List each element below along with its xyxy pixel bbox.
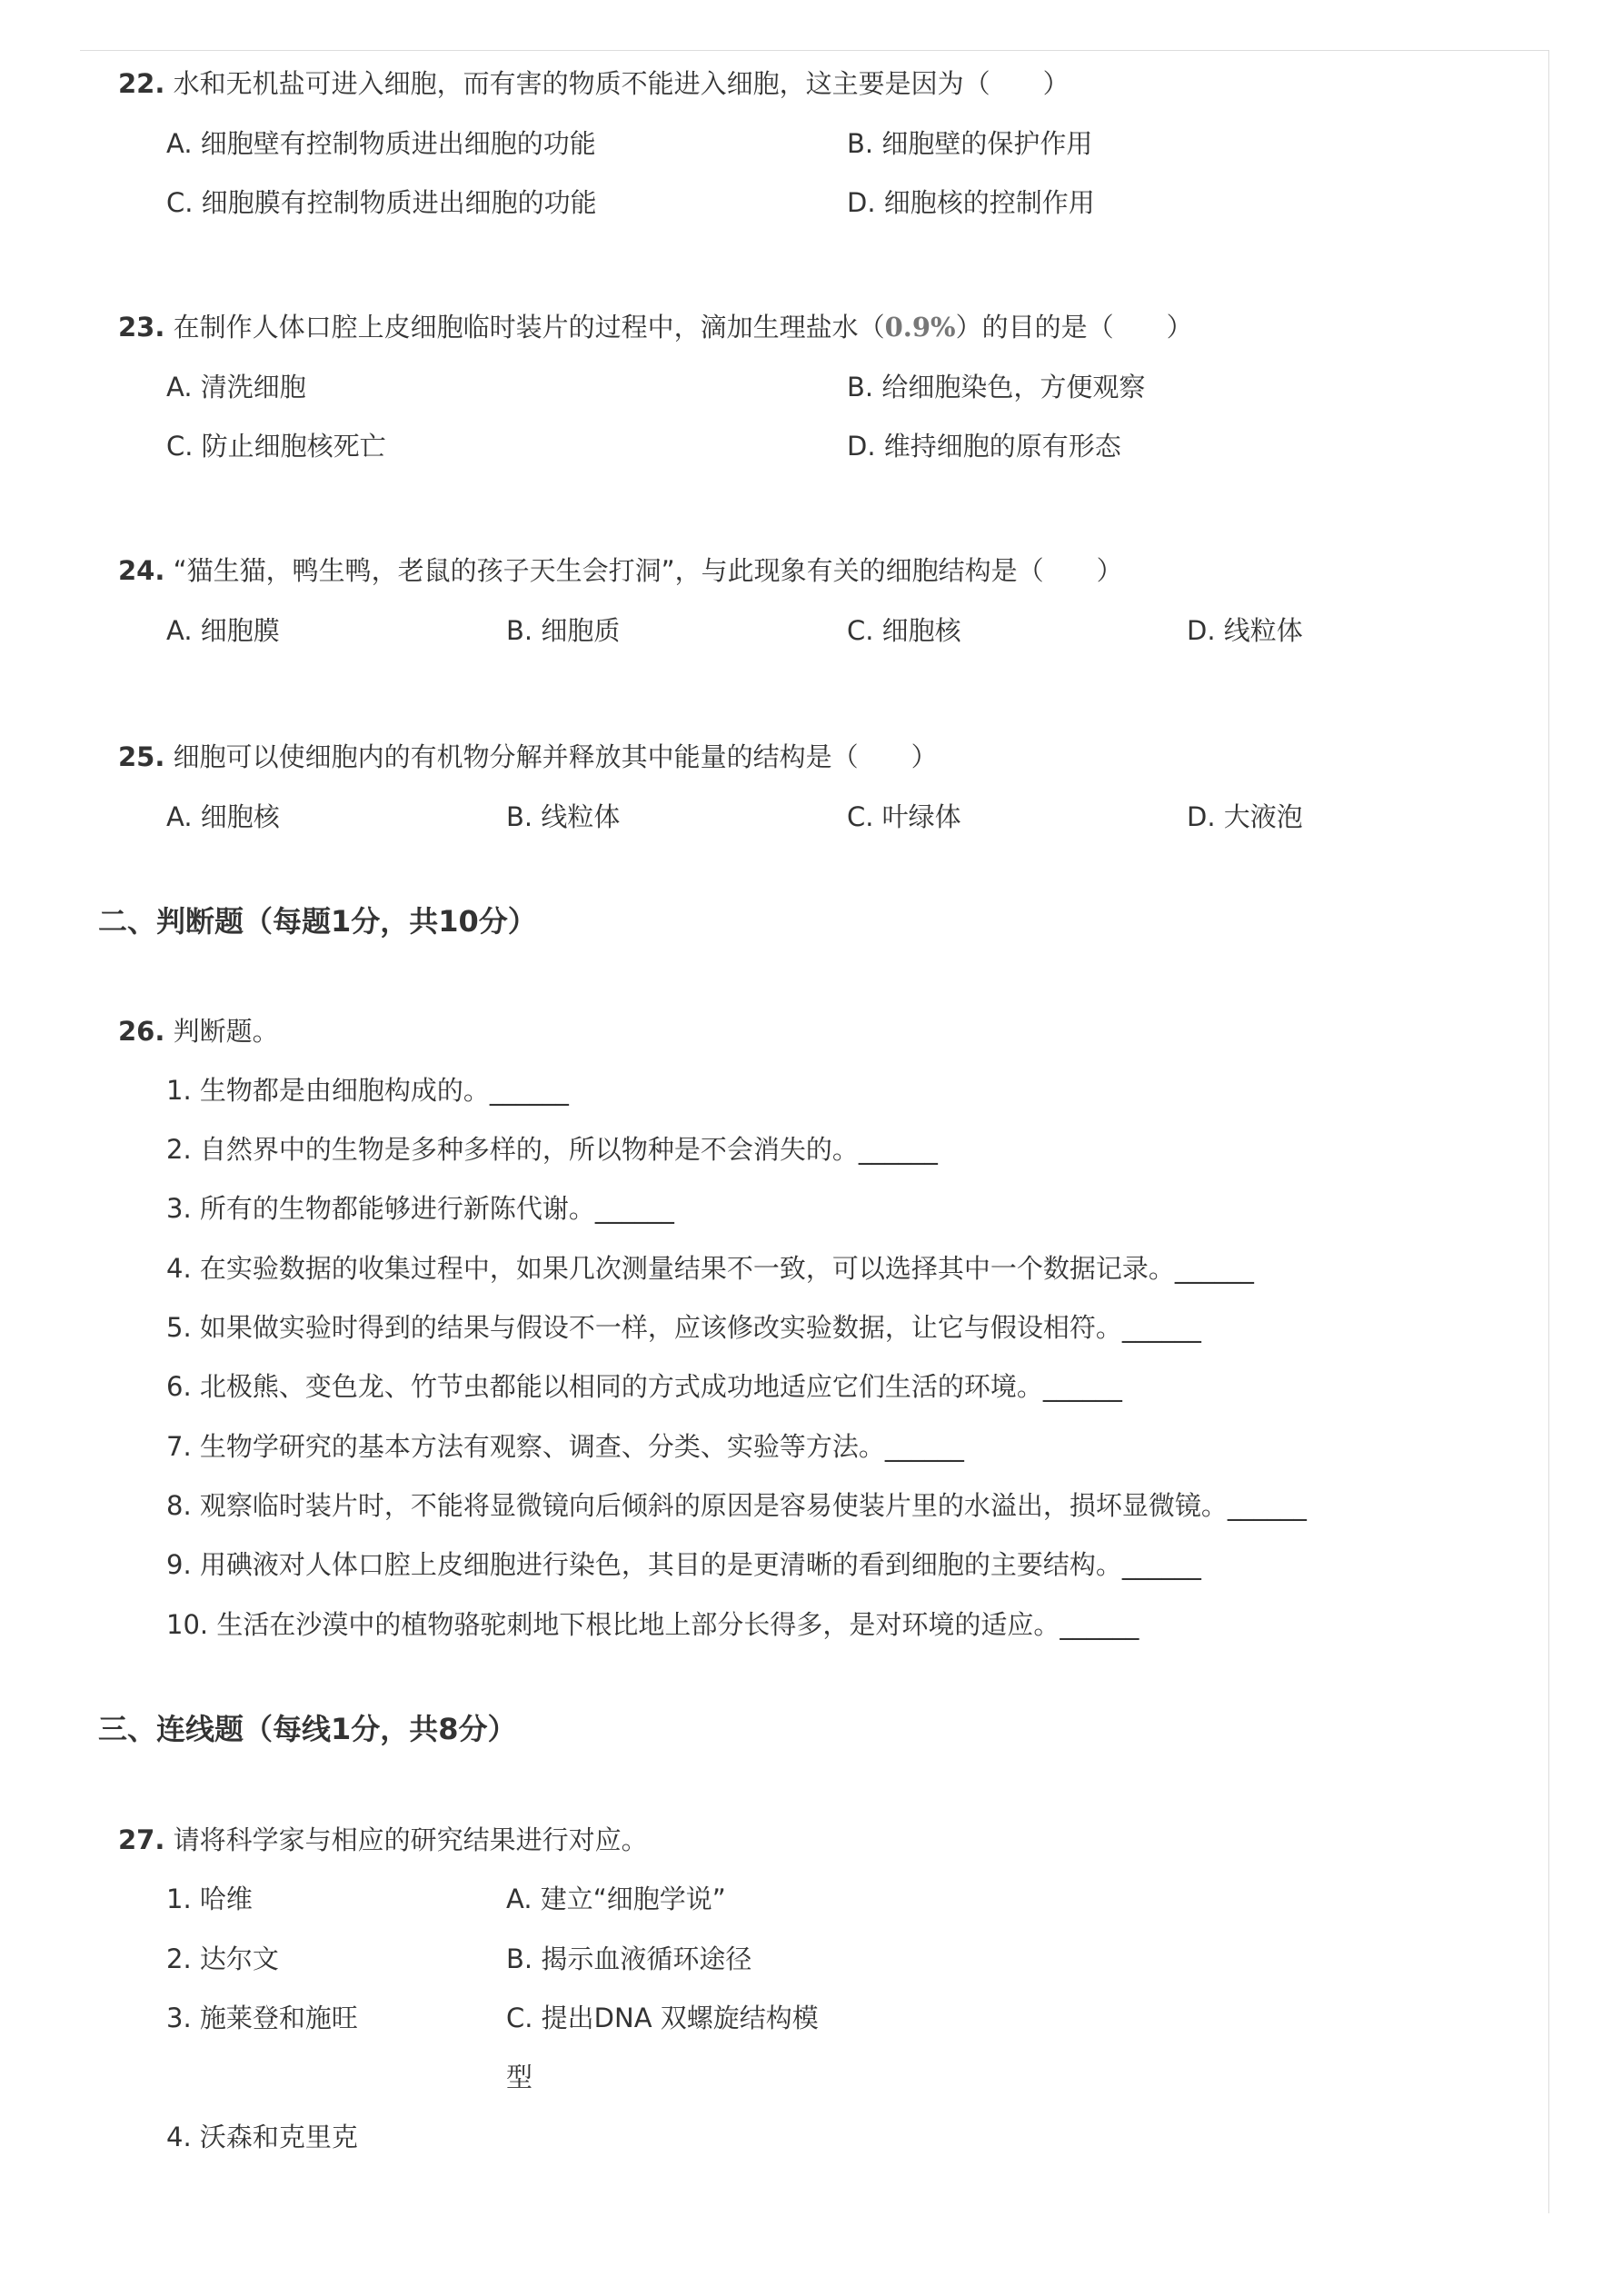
- option-b[interactable]: B. 细胞壁的保护作用: [847, 128, 1093, 159]
- question-25: [118, 739, 938, 775]
- judgement-item-5[interactable]: 5. 如果做实验时得到的结果与假设不一样，应该修改实验数据，让它与假设相符。______: [166, 1312, 1201, 1343]
- question-number: 25.: [118, 741, 165, 772]
- question-27: [118, 1822, 648, 1858]
- question-text-end: ）的目的是（ ）: [955, 312, 1193, 343]
- question-number: 27.: [118, 1824, 165, 1855]
- question-23: [118, 309, 1193, 345]
- option-a[interactable]: A. 细胞膜: [166, 615, 280, 646]
- option-d[interactable]: D. 细胞核的控制作用: [847, 187, 1095, 218]
- judgement-item-3[interactable]: 3. 所有的生物都能够进行新陈代谢。______: [166, 1193, 674, 1224]
- question-number: 22.: [118, 68, 165, 99]
- section-title-matching: 三、连线题（每线1分，共8分）: [98, 1712, 517, 1746]
- option-c[interactable]: C. 细胞核: [847, 615, 961, 646]
- result-b[interactable]: B. 揭示血液循环途径: [506, 1943, 752, 1974]
- question-text: 请将科学家与相应的研究结果进行对应。: [173, 1824, 648, 1855]
- question-text: 水和无机盐可进入细胞，而有害的物质不能进入细胞，这主要是因为（ ）: [173, 68, 1070, 99]
- question-number: 23.: [118, 312, 165, 343]
- option-c[interactable]: C. 防止细胞核死亡: [166, 431, 386, 462]
- question-text: “猫生猫，鸭生鸭，老鼠的孩子天生会打洞”，与此现象有关的细胞结构是（ ）: [173, 555, 1123, 586]
- result-c-continued: 型: [506, 2062, 533, 2092]
- option-d[interactable]: D. 大液泡: [1187, 801, 1303, 832]
- question-text: 在制作人体口腔上皮细胞临时装片的过程中，滴加生理盐水（: [173, 312, 885, 343]
- judgement-item-9[interactable]: 9. 用碘液对人体口腔上皮细胞进行染色，其目的是更清晰的看到细胞的主要结构。______: [166, 1549, 1201, 1580]
- option-a[interactable]: A. 细胞核: [166, 801, 280, 832]
- question-number: 26.: [118, 1016, 165, 1047]
- judgement-item-1[interactable]: 1. 生物都是由细胞构成的。______: [166, 1075, 569, 1106]
- option-b[interactable]: B. 给细胞染色，方便观察: [847, 372, 1146, 403]
- result-a[interactable]: A. 建立“细胞学说”: [506, 1884, 726, 1914]
- judgement-item-2[interactable]: 2. 自然界中的生物是多种多样的，所以物种是不会消失的。______: [166, 1134, 938, 1165]
- saline-percentage: 0.9%: [884, 312, 956, 343]
- option-b[interactable]: B. 细胞质: [506, 615, 621, 646]
- result-c[interactable]: C. 提出DNA 双螺旋结构模: [506, 2003, 819, 2033]
- option-a[interactable]: A. 清洗细胞: [166, 372, 306, 403]
- question-26: [118, 1013, 279, 1049]
- option-d[interactable]: D. 维持细胞的原有形态: [847, 431, 1121, 462]
- question-text: 细胞可以使细胞内的有机物分解并释放其中能量的结构是（ ）: [173, 741, 938, 772]
- option-b[interactable]: B. 线粒体: [506, 801, 621, 832]
- option-c[interactable]: C. 细胞膜有控制物质进出细胞的功能: [166, 187, 597, 218]
- scientist-4[interactable]: 4. 沃森和克里克: [166, 2122, 358, 2152]
- judgement-item-4[interactable]: 4. 在实验数据的收集过程中，如果几次测量结果不一致，可以选择其中一个数据记录。______: [166, 1253, 1254, 1284]
- question-24: [118, 552, 1123, 589]
- option-c[interactable]: C. 叶绿体: [847, 801, 961, 832]
- judgement-item-7[interactable]: 7. 生物学研究的基本方法有观察、调查、分类、实验等方法。______: [166, 1431, 964, 1462]
- scientist-1[interactable]: 1. 哈维: [166, 1884, 253, 1914]
- judgement-item-6[interactable]: 6. 北极熊、变色龙、竹节虫都能以相同的方式成功地适应它们生活的环境。______: [166, 1371, 1122, 1402]
- question-number: 24.: [118, 555, 165, 586]
- scientist-2[interactable]: 2. 达尔文: [166, 1943, 279, 1974]
- judgement-item-10[interactable]: 10. 生活在沙漠中的植物骆驼刺地下根比地上部分长得多，是对环境的适应。______: [166, 1609, 1139, 1640]
- section-title-judgement: 二、判断题（每题1分，共10分）: [98, 904, 537, 939]
- scientist-3[interactable]: 3. 施莱登和施旺: [166, 2003, 358, 2033]
- question-text: 判断题。: [173, 1016, 279, 1047]
- question-22: [118, 65, 1070, 102]
- judgement-item-8[interactable]: 8. 观察临时装片时，不能将显微镜向后倾斜的原因是容易使装片里的水溢出，损坏显微镜。______: [166, 1490, 1307, 1521]
- option-d[interactable]: D. 线粒体: [1187, 615, 1303, 646]
- option-a[interactable]: A. 细胞壁有控制物质进出细胞的功能: [166, 128, 596, 159]
